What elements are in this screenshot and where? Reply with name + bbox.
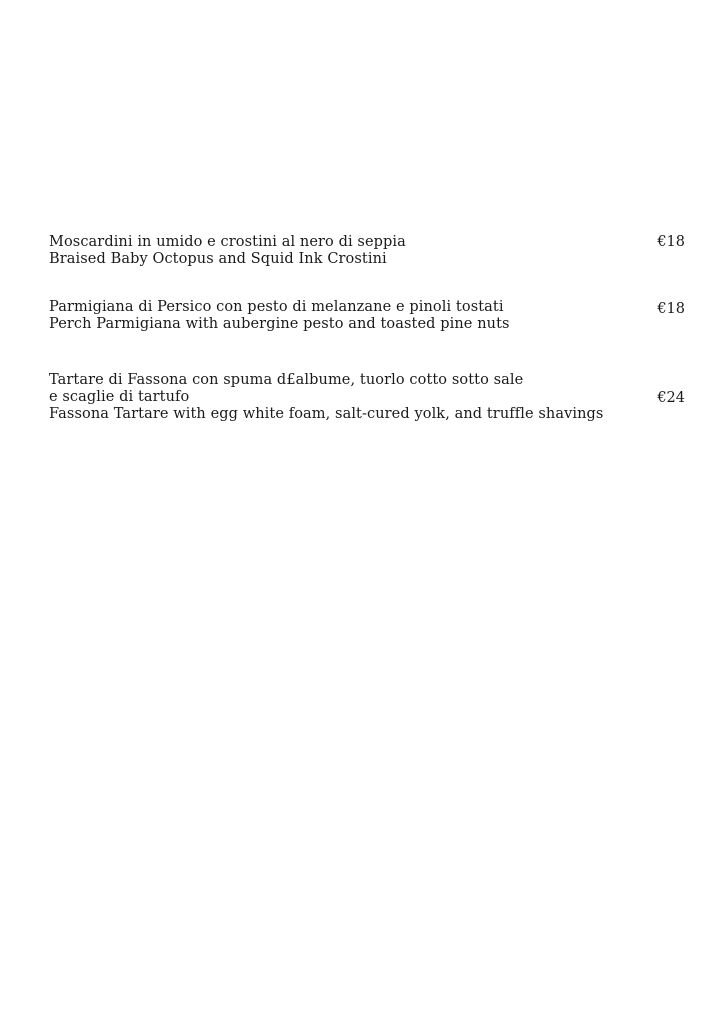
dish-price: €18 <box>657 234 685 250</box>
dish-name-italian: Tartare di Fassona con spuma d£albume, tuorlo cotto sotto sale <box>49 372 524 388</box>
dish-price: €18 <box>657 301 685 317</box>
dish-name-italian: Parmigiana di Persico con pesto di melanzane e pinoli tostati <box>49 299 504 315</box>
dish-name-english: Perch Parmigiana with aubergine pesto and toasted pine nuts <box>49 316 510 332</box>
dish-price: €24 <box>657 390 685 406</box>
dish-name-italian: Moscardini in umido e crostini al nero di seppia <box>49 234 406 250</box>
dish-name-english: Fassona Tartare with egg white foam, salt-cured yolk, and truffle shavings <box>49 406 604 422</box>
menu-item-moscardini <box>49 234 685 268</box>
menu-item-parmigiana <box>49 299 685 333</box>
menu-item-tartare <box>49 372 685 423</box>
dish-name-english: Braised Baby Octopus and Squid Ink Crostini <box>49 251 387 267</box>
dish-name-italian-continued: e scaglie di tartufo <box>49 389 190 405</box>
